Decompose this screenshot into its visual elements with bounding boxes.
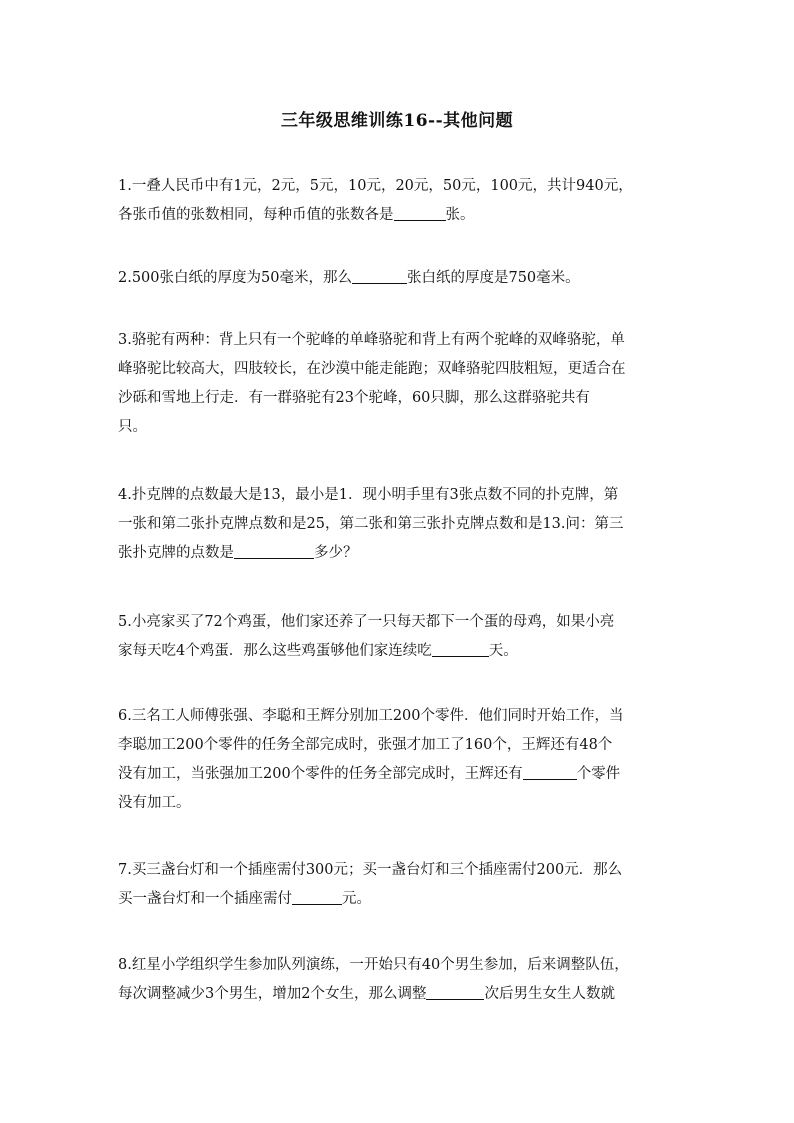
question-2 [118, 264, 678, 293]
question-text: 没有加工，当张强加工200个零件的任务全部完成时，王辉还有 [118, 766, 523, 782]
answer-blank [352, 267, 407, 284]
question-text: 家每天吃4个鸡蛋．那么这些鸡蛋够他们家连续吃 [118, 643, 432, 659]
answer-blank [292, 888, 342, 905]
question-text: 买一盏台灯和一个插座需付 [118, 891, 292, 907]
question-1 [118, 172, 678, 230]
question-text-line: 李聪加工200个零件的任务全部完成时，张强才加工了160个，王辉还有48个 [118, 737, 613, 753]
question-text: 天。 [488, 643, 518, 659]
question-text: 各张币值的张数相同，每种币值的张数各是 [118, 207, 394, 223]
answer-blank [234, 542, 314, 559]
question-7 [118, 856, 678, 914]
question-6 [118, 702, 678, 818]
question-text: 2.500张白纸的厚度为50毫米，那么 [118, 270, 352, 286]
question-text-line [118, 760, 678, 789]
question-text-line: 6.三名工人师傅张强、李聪和王辉分别加工200个零件．他们同时开始工作，当 [118, 708, 624, 724]
question-5 [118, 608, 678, 666]
question-text-line: 峰骆驼比较高大，四肢较长，在沙漠中能走能跑；双峰骆驼四肢粗短，更适合在 [118, 361, 626, 377]
question-text-line: 一张和第二张扑克牌点数和是25，第二张和第三张扑克牌点数和是13.问：第三 [118, 516, 624, 532]
question-text-line: 3.骆驼有两种：背上只有一个驼峰的单峰骆驼和背上有两个驼峰的双峰骆驼，单 [118, 332, 625, 348]
question-4 [118, 481, 678, 568]
question-text-line: 8.红星小学组织学生参加队列演练，一开始只有40个男生参加，后来调整队伍， [118, 957, 629, 973]
page-title: 三年级思维训练16--其他问题 [280, 111, 514, 131]
question-text-line: 7.买三盏台灯和一个插座需付300元；买一盏台灯和三个插座需付200元．那么 [118, 862, 623, 878]
question-text: 个零件 [576, 766, 621, 782]
question-text: 多少？ [314, 545, 358, 561]
question-text: 次后男生女生人数就 [484, 986, 615, 1002]
question-text-line: 沙砾和雪地上行走．有一群骆驼有23个驼峰，60只脚，那么这群骆驼共有 [118, 390, 590, 406]
question-text-line: 4.扑克牌的点数最大是13，最小是1．现小明手里有3张点数不同的扑克牌，第 [118, 487, 619, 503]
question-text-line [118, 539, 678, 568]
answer-blank [426, 983, 484, 1000]
question-text: 元。 [342, 891, 371, 907]
question-text-line: 只。 [118, 419, 147, 435]
question-text-line: 1.一叠人民币中有1元，2元，5元，10元，20元，50元，100元，共计940元， [118, 178, 633, 194]
question-text-line [118, 201, 678, 230]
question-text-line [118, 885, 678, 914]
question-8 [118, 951, 678, 1009]
answer-blank [394, 204, 446, 221]
question-text-line: 没有加工。 [118, 795, 191, 811]
question-text-line [118, 264, 678, 293]
question-text-line [118, 980, 678, 1009]
question-text: 张白纸的厚度是750毫米。 [406, 270, 580, 286]
question-3 [118, 326, 678, 442]
question-text-line: 5.小亮家买了72个鸡蛋，他们家还养了一只每天都下一个蛋的母鸡，如果小亮 [118, 614, 615, 630]
question-text-line [118, 637, 678, 666]
question-text: 每次调整减少3个男生，增加2个女生，那么调整 [118, 986, 427, 1002]
question-text: 张扑克牌的点数是 [118, 545, 234, 561]
answer-blank [432, 640, 489, 657]
question-text: 张。 [445, 207, 475, 223]
answer-blank [523, 763, 577, 780]
